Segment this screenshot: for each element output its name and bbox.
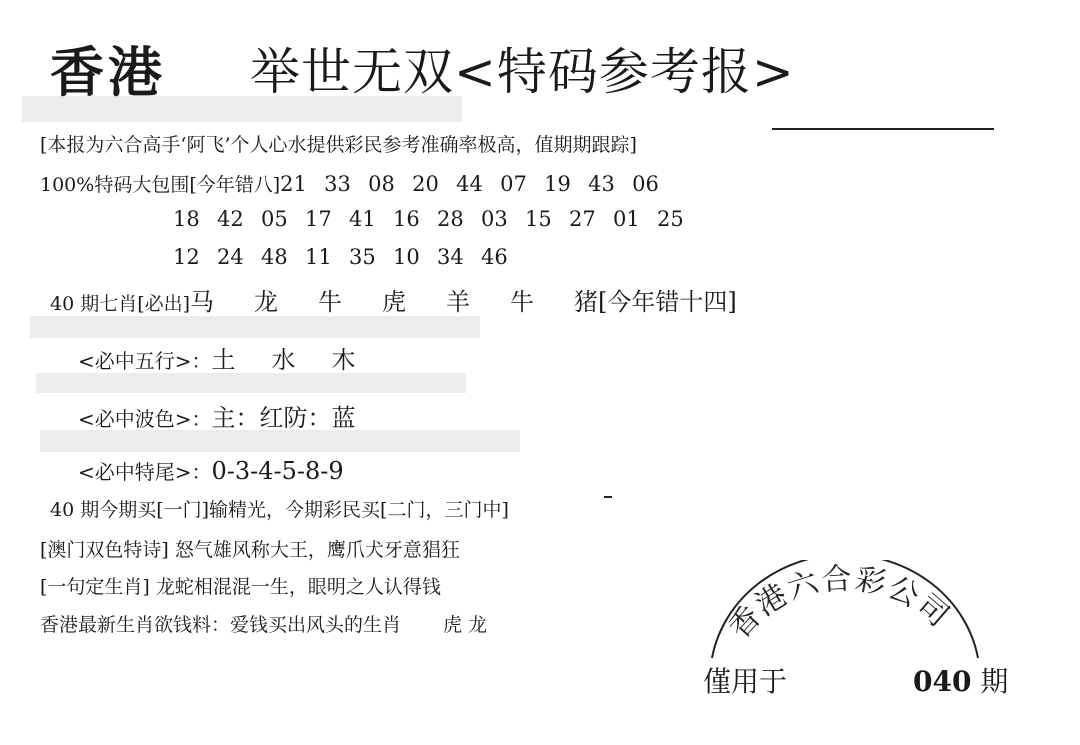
wave-value: 主：红防：蓝 [211,404,356,432]
code-number: 20 [412,172,439,196]
special-codes-row-1 [40,170,676,197]
code-number: 12 [173,245,200,269]
zodiac-item: 虎 [382,288,407,316]
code-number: 19 [544,172,571,196]
wuxing-label: <必中五行>： [78,349,212,373]
zodiac-item: 马 [190,288,215,316]
code-number: 27 [569,207,596,231]
zodiac-item: 牛 [318,288,343,316]
wuxing-value: 土 [211,346,236,374]
code-number: 24 [217,245,244,269]
wuxing-value: 水 [271,346,296,374]
code-number: 46 [481,245,508,269]
one-line-zodiac: [一句定生肖] 龙蛇相混混一生，眼明之人认得钱 [40,576,441,598]
code-number: 35 [349,245,376,269]
code-number: 01 [613,207,640,231]
code-number: 43 [588,172,615,196]
zodiac-item: 龙 [254,288,279,316]
zodiac-row [50,282,737,317]
scan-smudge [40,430,520,452]
code-number: 41 [349,207,376,231]
tail-row [78,456,344,485]
code-number: 28 [437,207,464,231]
code-number: 42 [217,207,244,231]
wuxing-value: 木 [331,346,356,374]
code-number: 07 [500,172,527,196]
header-rule [772,128,994,130]
wave-color-row [78,398,356,433]
zodiac-label: 40 期七肖[必出] [50,293,191,315]
macau-poem: [澳门双色特诗] 怒气雄风称大王，鹰爪犬牙意猖狂 [40,539,460,561]
stray-mark [604,496,612,498]
zodiac-item: 羊 [446,288,471,316]
code-number: 06 [632,172,659,196]
latest-zodiac-tip [40,610,487,637]
tail-label: <必中特尾>： [78,460,212,484]
code-number: 33 [324,172,351,196]
code-number: 16 [393,207,420,231]
scan-smudge [30,316,480,338]
code-number: 34 [437,245,464,269]
zodiac-item: 猪 [574,288,599,316]
used-for-label: 僅用于 [703,665,788,698]
scan-smudge [36,373,466,393]
code-number: 18 [173,207,200,231]
code-number: 03 [481,207,508,231]
code-number: 44 [456,172,483,196]
code-number: 17 [305,207,332,231]
zodiac-item: 牛 [510,288,535,316]
zodiac-note: [今年错十四] [598,288,737,316]
paper-title: 举世无双<特码参考报> [250,43,795,101]
code-number: 08 [368,172,395,196]
code-number: 21 [280,172,307,196]
svg-text:香港六合彩公司 [722,561,957,645]
special-codes-row-2 [173,207,701,231]
seal-text: 香港六合彩公司 [722,561,957,646]
issue-number [913,660,1008,700]
code-number: 11 [305,245,332,269]
buy-advice: 40 期今期买[一门]输精光，今期彩民买[二门，三门中] [50,499,509,521]
tail-value: 0-3-4-5-8-9 [211,457,344,485]
issue-unit: 期 [980,665,1009,698]
code-number: 05 [261,207,288,231]
issue-number-value: 040 [913,665,972,698]
code-number: 10 [393,245,420,269]
special-codes-row-3 [173,245,525,269]
brand-title: 香港 [50,41,166,104]
wuxing-row [78,340,392,375]
code-number: 48 [261,245,288,269]
code-number: 15 [525,207,552,231]
wave-label: <必中波色>： [78,407,212,431]
intro-text: [本报为六合高手‘阿飞’个人心水提供彩民参考准确率极高，值期期跟踪] [40,134,637,156]
latest-tip-value: 虎 龙 [443,614,488,636]
latest-tip-label: 香港最新生肖欲钱料：爱钱买出风头的生肖 [40,614,402,636]
special-codes-label: 100%特码大包围[今年错八] [40,174,281,196]
code-number: 25 [657,207,684,231]
